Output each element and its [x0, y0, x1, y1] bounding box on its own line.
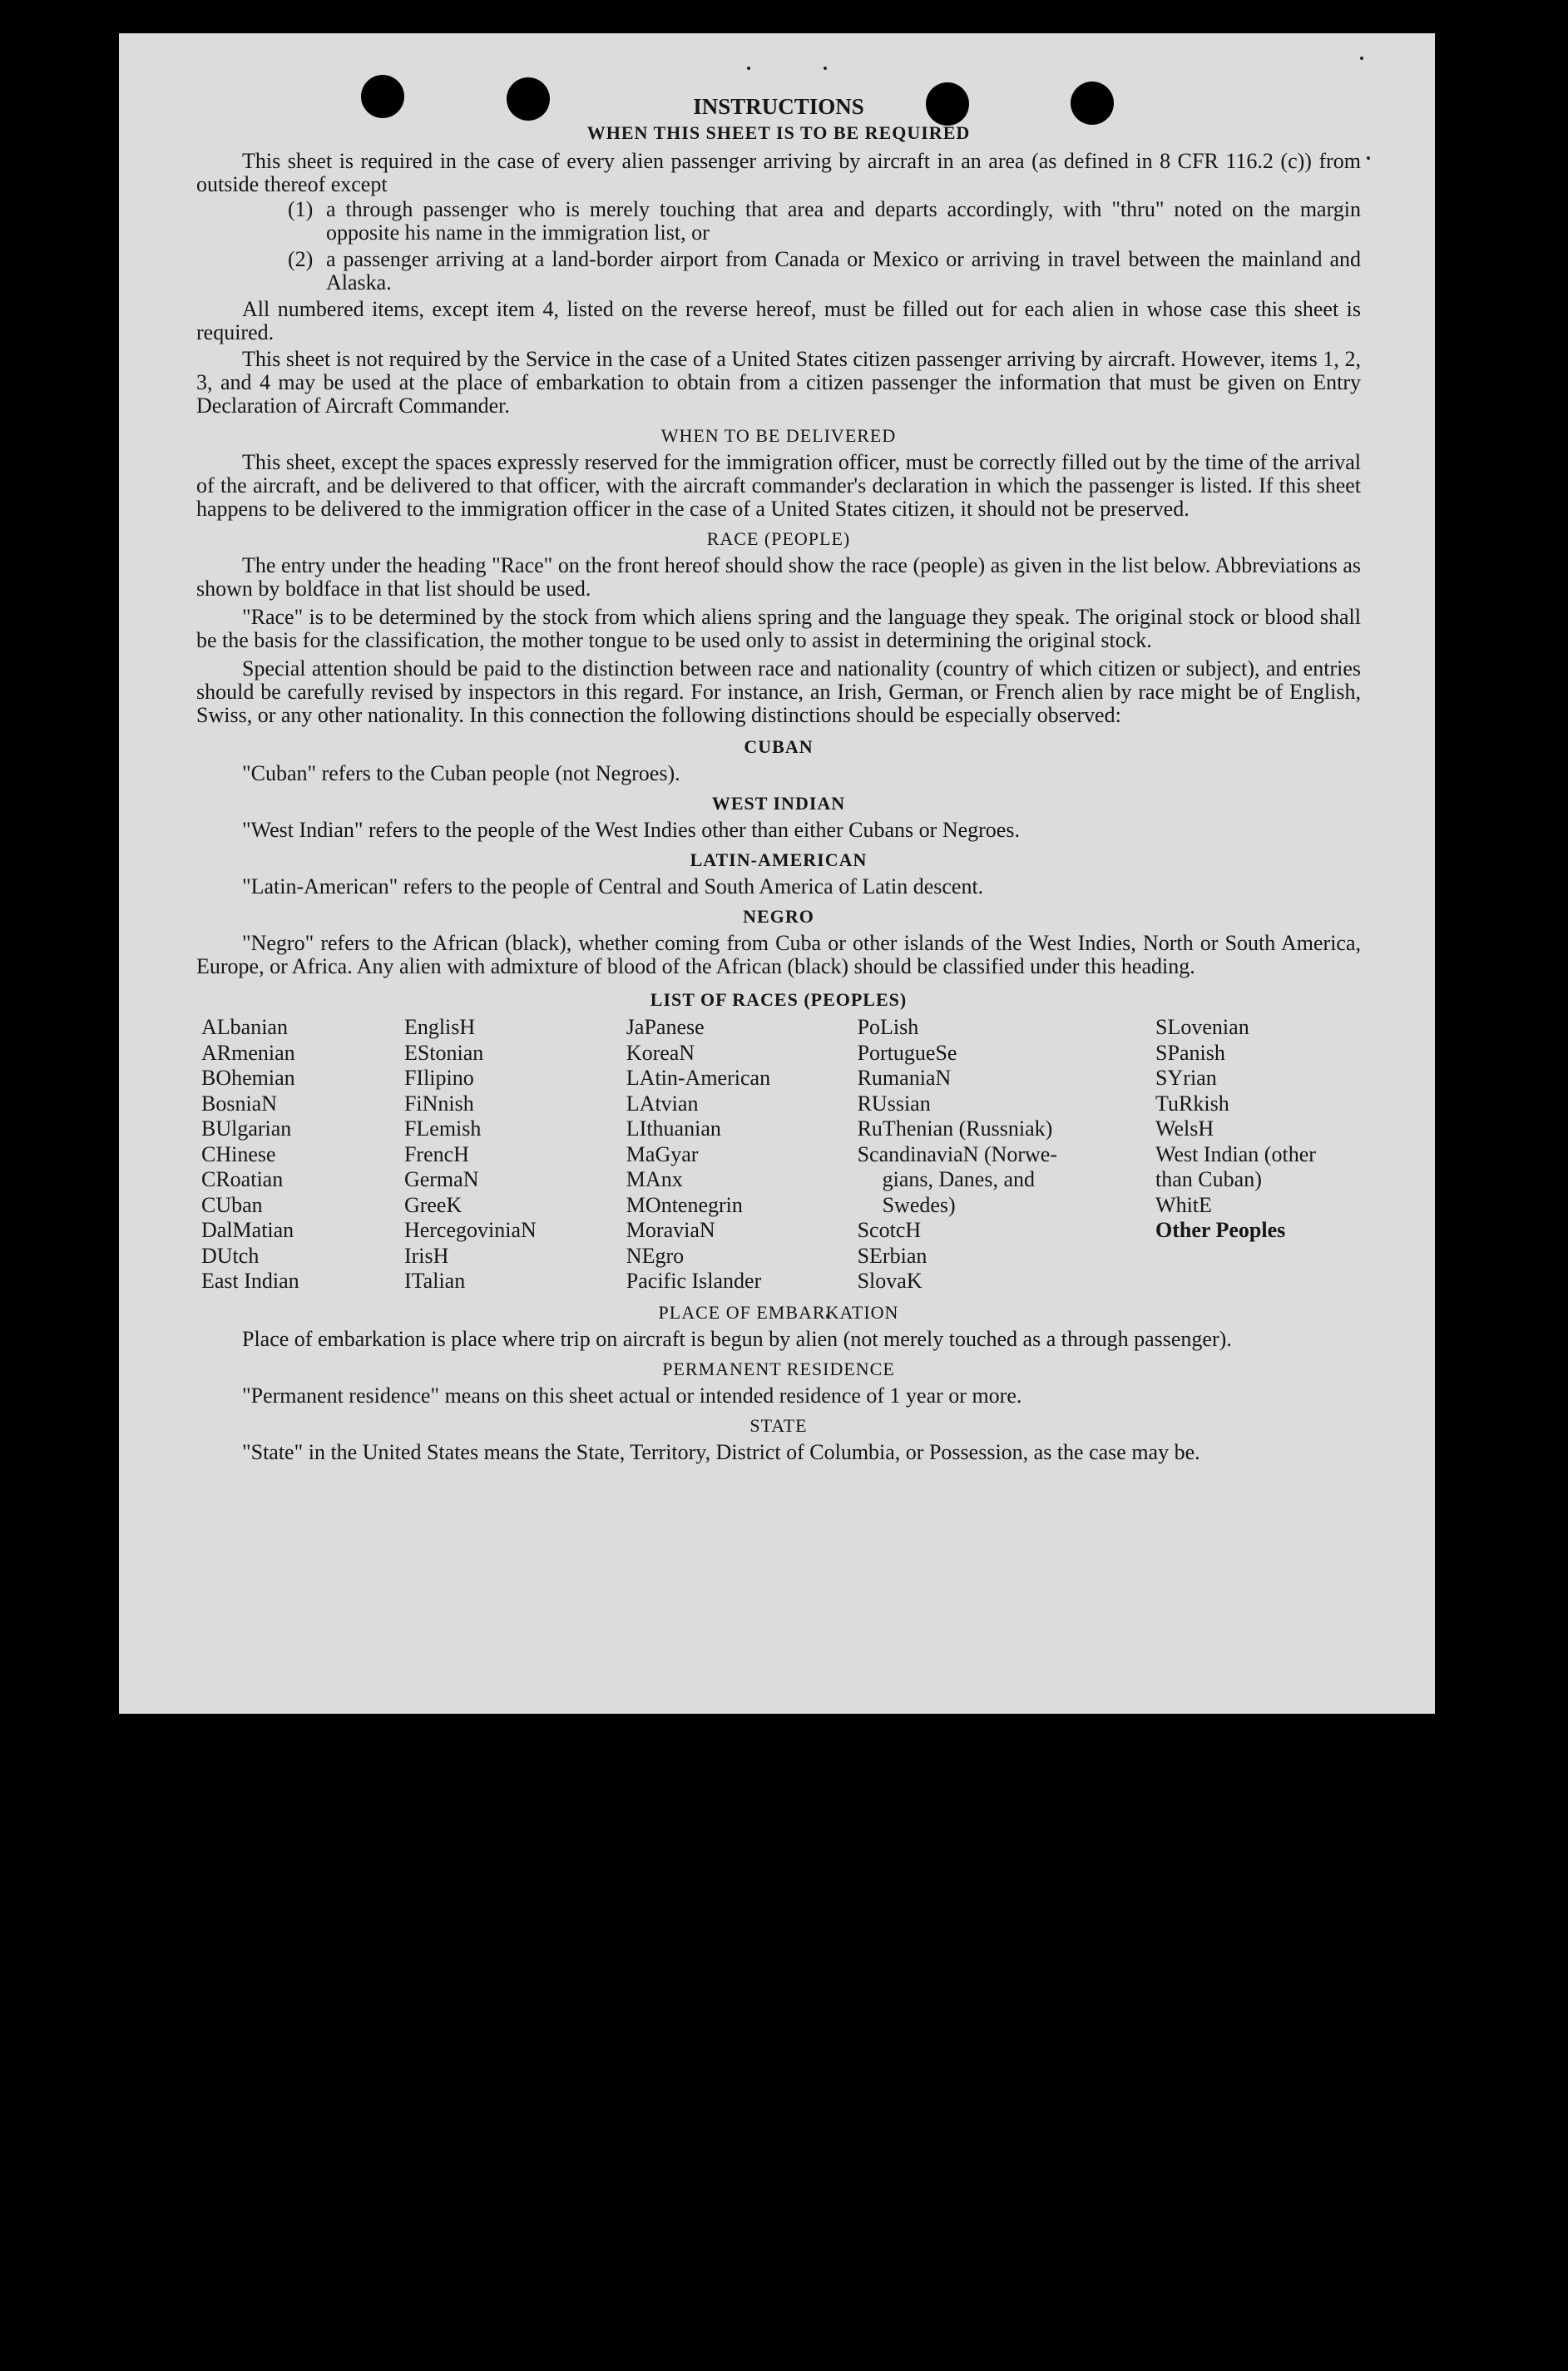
race-entry: RUssian — [857, 1091, 931, 1116]
race-entry: Other Peoples — [1155, 1218, 1286, 1242]
speck — [1360, 57, 1363, 60]
race-entry: LIthuanian — [626, 1116, 721, 1141]
race-entry: DalMatian — [201, 1218, 294, 1242]
paragraph: The entry under the heading "Race" on the front hereof should show the race (people) as given in the list below. Abbreviations as shown by boldface in that list should be used. — [196, 553, 1361, 601]
race-entry: ARmenian — [201, 1040, 295, 1065]
paragraph: "Latin-American" refers to the people of Central and South America of Latin descent. — [242, 874, 984, 898]
race-entry: BUlgarian — [201, 1116, 292, 1141]
item-number: (1) — [288, 197, 314, 221]
race-entry: Pacific Islander — [626, 1269, 762, 1293]
race-entry: FrencH — [403, 1141, 469, 1166]
race-entry: DUtch — [201, 1243, 260, 1268]
races-list — [201, 1015, 1361, 1294]
paragraph: "West Indian" refers to the people of the West Indies other than either Cubans or Negroes. — [242, 818, 1020, 842]
race-entry: IrisH — [403, 1243, 449, 1268]
race-entry: RumaniaN — [857, 1066, 952, 1090]
paragraph: Special attention should be paid to the distinction between race and nationality (country of which citizen or subject), and entries should be carefully revised by inspectors in this regard. For instance, an Irish, German, or French alien by race might be of English, Swiss, or any other nationality. In this connection the following distinctions should be especially observed: — [196, 656, 1361, 727]
item-number: (2) — [288, 247, 314, 271]
race-entry: PortugueSe — [857, 1040, 957, 1065]
section-heading: WHEN TO BE DELIVERED — [660, 425, 897, 446]
paragraph: "Race" is to be determined by the stock from which aliens spring and the language they speak. The original stock or blood shall be the basis for the classification, the mother tongue to be used only to assist in determining the original stock. — [196, 605, 1361, 652]
page-title: INSTRUCTIONS — [693, 94, 864, 119]
speck — [824, 67, 827, 70]
speck — [1367, 156, 1370, 160]
race-entry: BosniaN — [201, 1091, 277, 1116]
race-entry: JaPanese — [626, 1015, 705, 1039]
race-entry: LAtvian — [626, 1091, 699, 1116]
race-entry: SLovenian — [1155, 1015, 1249, 1039]
race-entry: Swedes) — [882, 1192, 956, 1217]
race-entry: MOntenegrin — [626, 1192, 743, 1217]
races-column — [626, 1015, 858, 1294]
race-entry: BOhemian — [201, 1066, 295, 1090]
race-entry: EnglisH — [403, 1015, 476, 1039]
paragraph: This sheet is required in the case of every alien passenger arriving by aircraft in an area (as defined in 8 CFR 116.2 (c)) from outside thereof except — [196, 149, 1361, 196]
paragraph: This sheet is not required by the Service in the case of a United States citizen passenger arriving by aircraft. However, items 1, 2, 3, and 4 may be used at the place of embarkation to obtain from a citizen passenger the information that must be given on Entry Declaration of Aircraft Commander. — [196, 347, 1361, 418]
races-column — [1155, 1015, 1361, 1294]
section-heading: WHEN THIS SHEET IS TO BE REQUIRED — [586, 122, 971, 143]
section-heading: RACE (PEOPLE) — [706, 528, 851, 549]
race-entry: MaGyar — [626, 1141, 699, 1166]
race-entry: SlovaK — [857, 1269, 922, 1293]
race-entry: West Indian (other — [1155, 1141, 1316, 1166]
document-sheet — [119, 33, 1435, 1714]
paragraph: "Cuban" refers to the Cuban people (not Negroes). — [242, 761, 680, 785]
section-heading: LATIN-AMERICAN — [690, 849, 868, 870]
race-entry: SYrian — [1155, 1066, 1217, 1090]
races-column — [201, 1015, 404, 1294]
race-entry: ALbanian — [201, 1015, 288, 1039]
race-entry: PoLish — [857, 1015, 919, 1039]
item-text: a passenger arriving at a land-border airport from Canada or Mexico or arriving in travel between the mainland and Alaska. — [326, 247, 1361, 295]
paragraph: "Permanent residence" means on this sheet actual or intended residence of 1 year or more. — [242, 1383, 1022, 1408]
races-column — [404, 1015, 626, 1294]
race-entry: KoreaN — [626, 1040, 695, 1065]
race-entry: GermaN — [403, 1167, 479, 1191]
race-entry: SErbian — [857, 1243, 927, 1268]
paragraph: "Negro" refers to the African (black), whether coming from Cuba or other islands of the West Indies, North or South America, Europe, or Africa. Any alien with admixture of blood of the African (black) should be classified under this heading. — [196, 931, 1361, 978]
race-entry: FiNnish — [403, 1091, 474, 1116]
race-entry: ScandinaviaN (Norwe- — [857, 1141, 1058, 1166]
paragraph: "State" in the United States means the State, Territory, District of Columbia, or Possession, as the case may be. — [242, 1439, 1200, 1464]
section-heading: PLACE OF EMBARKATION — [658, 1301, 899, 1323]
race-entry: LAtin-American — [626, 1066, 771, 1090]
paragraph: All numbered items, except item 4, listed on the reverse hereof, must be filled out for each alien in whose case this sheet is required. — [196, 297, 1361, 344]
race-entry: ScotcH — [857, 1218, 922, 1242]
section-heading: STATE — [749, 1414, 808, 1436]
paragraph: This sheet, except the spaces expressly reserved for the immigration officer, must be correctly filled out by the time of the arrival of the aircraft, and be delivered to that officer, with the aircraft commander's declaration in which the passenger is listed. If this sheet happens to be delivered to the immigration officer in the case of a United States citizen, it should not be preserved. — [196, 450, 1361, 521]
race-entry: FIlipino — [403, 1066, 474, 1090]
item-text: a through passenger who is merely touching that area and departs accordingly, with "thru" noted on the margin opposite his name in the immigration list, or — [326, 197, 1361, 245]
race-entry: HercegoviniaN — [403, 1218, 537, 1242]
paragraph: Place of embarkation is place where trip on aircraft is begun by alien (not merely touched as a through passenger). — [242, 1326, 1232, 1351]
race-entry: WhitE — [1155, 1192, 1212, 1217]
race-entry: ITalian — [403, 1269, 466, 1293]
race-entry: East Indian — [201, 1269, 299, 1293]
race-entry: TuRkish — [1155, 1091, 1229, 1116]
section-heading: LIST OF RACES (PEOPLES) — [650, 989, 908, 1010]
instructions-text — [196, 95, 1361, 1466]
race-entry: FLemish — [403, 1116, 482, 1141]
race-entry: EStonian — [403, 1040, 484, 1065]
section-heading: WEST INDIAN — [711, 793, 846, 814]
race-entry: MAnx — [626, 1167, 683, 1191]
race-entry: gians, Danes, and — [882, 1167, 1035, 1191]
race-entry: GreeK — [403, 1192, 462, 1217]
race-entry: CUban — [201, 1192, 263, 1217]
exception-item — [288, 198, 1361, 245]
race-entry: WelsH — [1155, 1116, 1214, 1141]
exception-item — [288, 248, 1361, 295]
race-entry: RuThenian (Russniak) — [857, 1116, 1053, 1141]
section-heading: CUBAN — [744, 736, 814, 757]
section-heading: NEGRO — [743, 906, 814, 927]
races-column — [858, 1015, 1155, 1294]
speck — [747, 67, 750, 70]
race-entry: CRoatian — [201, 1167, 284, 1191]
race-entry: CHinese — [201, 1141, 276, 1166]
race-entry: SPanish — [1155, 1040, 1225, 1065]
race-entry: NEgro — [626, 1243, 685, 1268]
race-entry: MoraviaN — [626, 1218, 715, 1242]
section-heading: PERMANENT RESIDENCE — [662, 1358, 895, 1379]
race-entry: than Cuban) — [1155, 1167, 1262, 1191]
